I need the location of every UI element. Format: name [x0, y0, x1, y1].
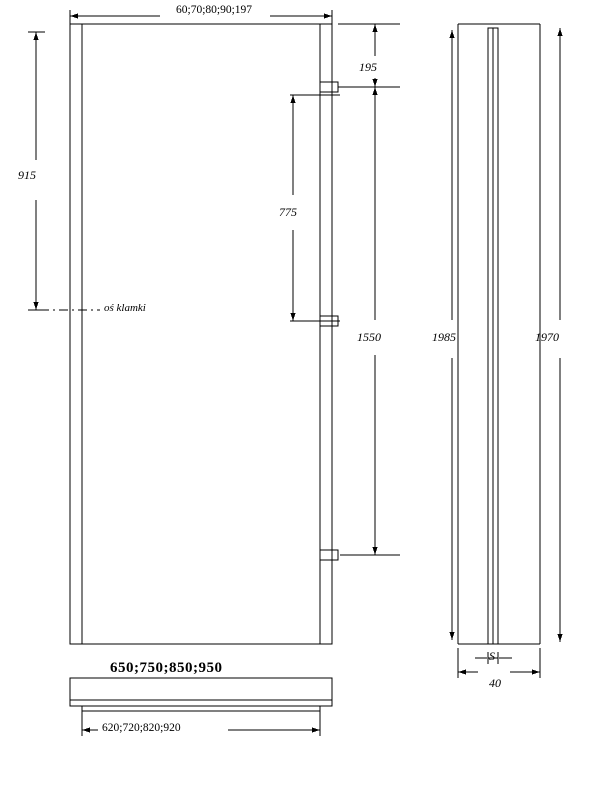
hinge-top [320, 82, 338, 92]
label-side-right-height: 1970 [535, 330, 559, 344]
dim-195 [338, 24, 400, 87]
label-bottom-inner-width: 620;720;820;920 [102, 722, 181, 734]
dim-1550 [340, 87, 400, 555]
label-bottom-outer-width: 650;750;850;950 [110, 660, 223, 676]
dim-40 [458, 648, 540, 678]
label-handle-axis-note: oś klamki [104, 302, 146, 314]
label-hinge-spacing: 775 [279, 205, 297, 219]
label-thickness-small: S [489, 649, 495, 663]
plan-view [70, 678, 332, 712]
label-top-width-options: 60;70;80;90;197 [176, 4, 253, 16]
label-top-hinge-offset: 195 [359, 60, 377, 74]
side-view [458, 24, 540, 644]
label-side-left-height: 1985 [432, 330, 456, 344]
label-thickness: 40 [489, 676, 501, 690]
label-handle-axis-height: 915 [18, 168, 36, 182]
label-hinge-to-bottom: 1550 [357, 330, 381, 344]
hinge-bottom [320, 550, 338, 560]
